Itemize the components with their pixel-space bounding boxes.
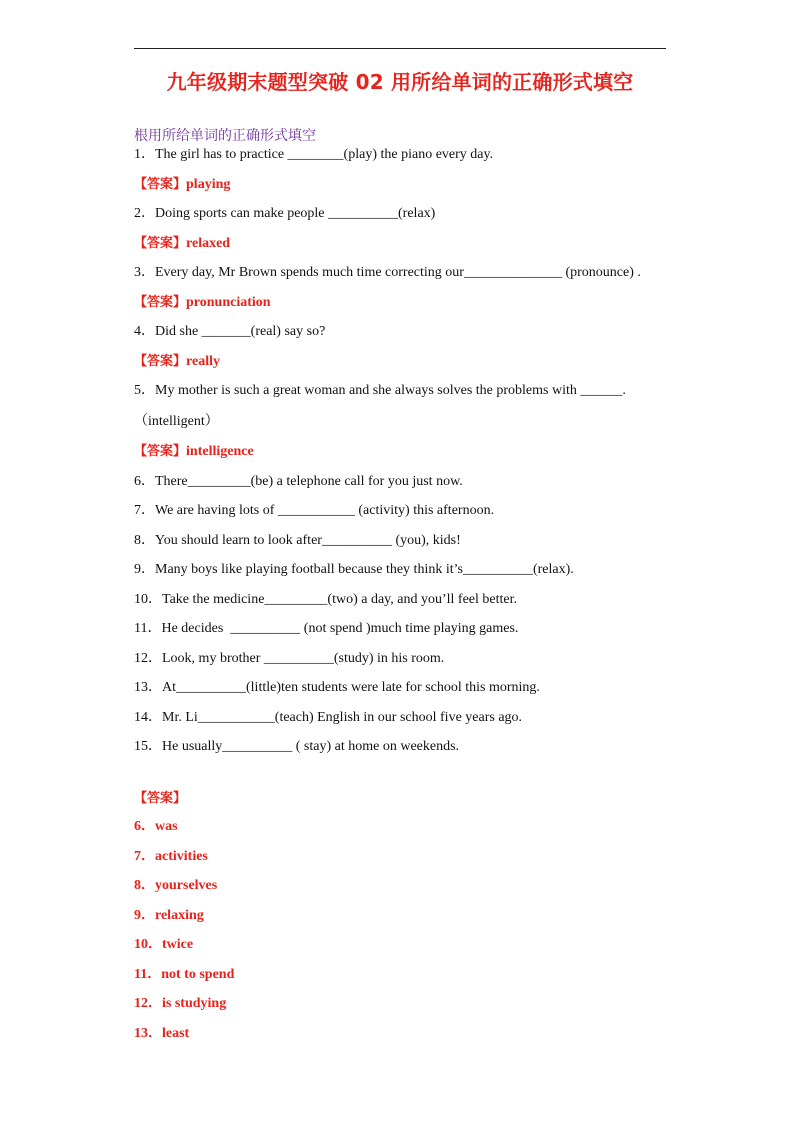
answer-value: relaxed [186,236,231,251]
answer-13: 13．least [134,1026,190,1041]
section-instructions: 根用所给单词的正确形式填空 [134,128,316,144]
answer-tag: 【答案】 [134,444,187,459]
answer-value: really [186,354,220,369]
answer-5 [134,443,254,461]
answer-tag: 【答案】 [134,177,187,192]
answer-6: 6．was [134,819,178,834]
answer-tag: 【答案】 [134,791,187,806]
answer-12: 12．is studying [134,996,227,1011]
answer-tag: 【答案】 [134,295,187,310]
answer-value: intelligence [186,444,254,459]
answer-10: 10．twice [134,937,194,952]
question-15: 15．He usually__________ ( stay) at home on weekends. [134,739,460,754]
answer-3 [134,294,271,312]
question-7: 7．We are having lots of ___________ (activity) this afternoon. [134,503,495,518]
question-6: 6．There_________(be) a telephone call for you just now. [134,474,463,489]
question-1: 1．The girl has to practice ________(play) the piano every day. [134,147,494,162]
answers-heading [134,790,186,808]
question-5: 5．My mother is such a great woman and she always solves the problems with ______. [134,383,626,398]
answer-7: 7．activities [134,849,208,864]
question-11: 11．He decides __________ (not spend )much time playing games. [134,621,519,636]
question-5-continuation: （intelligent） [134,414,219,429]
answer-4 [134,353,220,371]
question-8: 8．You should learn to look after__________ (you), kids! [134,533,461,548]
answer-value: playing [186,177,231,192]
question-2: 2．Doing sports can make people __________(relax) [134,206,436,221]
answer-8: 8．yourselves [134,878,218,893]
answer-11: 11．not to spend [134,967,235,982]
answer-1 [134,176,230,194]
question-9: 9．Many boys like playing football because they think it’s__________(relax). [134,562,574,577]
question-10: 10．Take the medicine_________(two) a day, and you’ll feel better. [134,592,517,607]
header-rule [134,48,666,49]
answer-2 [134,235,230,253]
question-14: 14．Mr. Li___________(teach) English in our school five years ago. [134,710,523,725]
question-4: 4．Did she _______(real) say so? [134,324,326,339]
answer-9: 9．relaxing [134,908,204,923]
question-13: 13．At__________(little)ten students were late for school this morning. [134,680,540,695]
answer-tag: 【答案】 [134,236,187,251]
document-title: 九年级期末题型突破 02 用所给单词的正确形式填空 [166,70,634,94]
question-12: 12．Look, my brother __________(study) in his room. [134,651,445,666]
answer-value: pronunciation [186,295,271,310]
answer-tag: 【答案】 [134,354,187,369]
question-3: 3．Every day, Mr Brown spends much time correcting our______________ (pronounce) . [134,265,641,280]
